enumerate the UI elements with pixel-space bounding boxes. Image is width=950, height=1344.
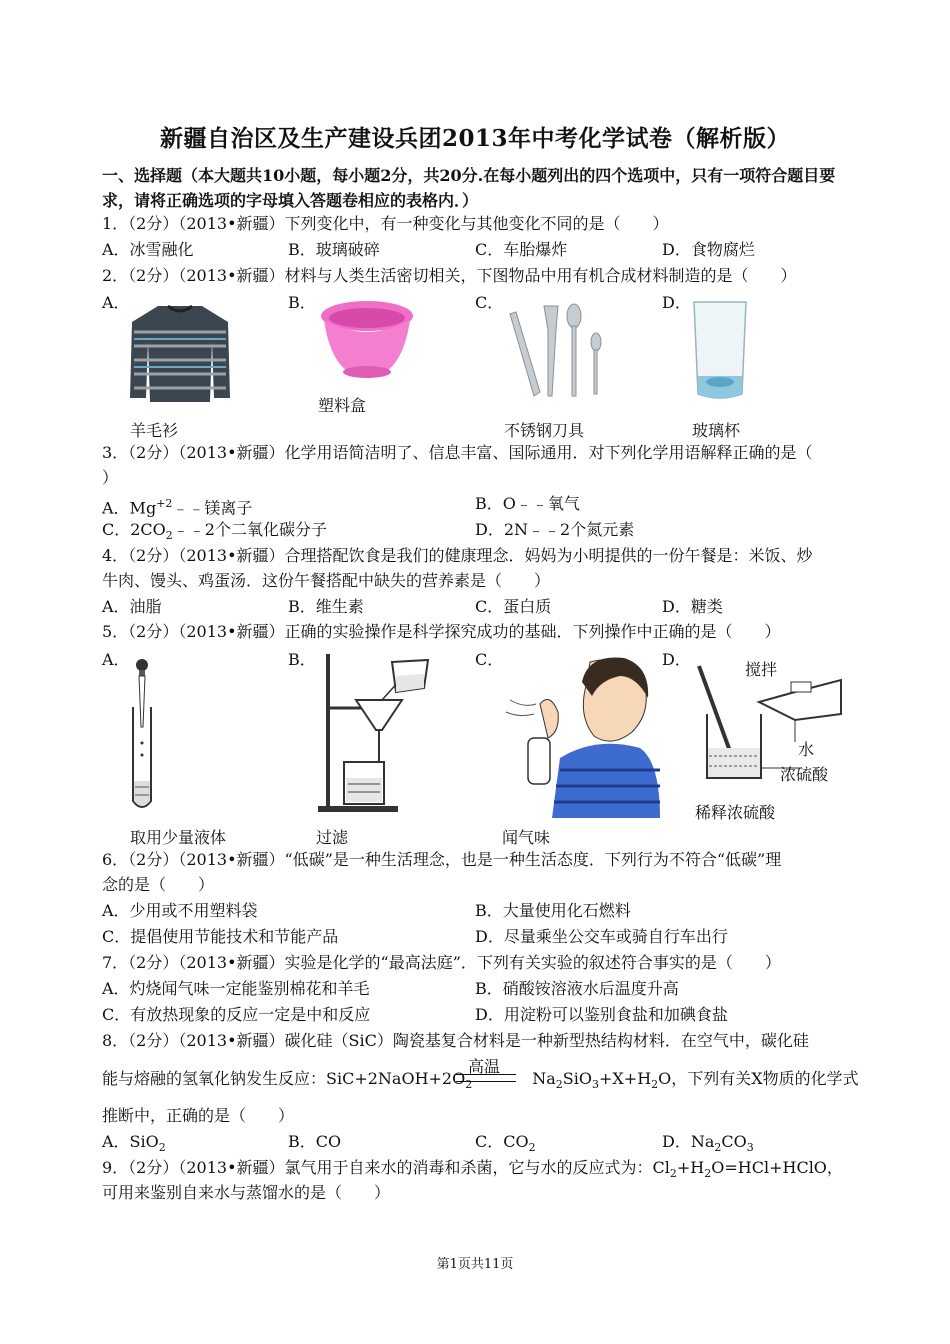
q2-option-d: D．	[662, 293, 691, 312]
label-stir: 搅拌	[745, 660, 778, 679]
q6-option-c: C．提倡使用节能技术和节能产品	[102, 927, 339, 946]
q5-caption-b: 过滤	[316, 828, 349, 847]
sweater-image	[128, 302, 232, 404]
q3-option-b: B．O﹣﹣氧气	[475, 494, 580, 513]
q5-option-d: D．	[662, 650, 691, 669]
q4-option-c: C．蛋白质	[475, 597, 552, 616]
q1-option-c: C．车胎爆炸	[475, 240, 568, 259]
q8-stem-line1: 8．（2分）（2013•新疆）碳化硅（SiC）陶瓷基复合材料是一种新型热结构材料．在空气中，碳化硅	[102, 1031, 809, 1050]
glass-cup-image	[690, 298, 750, 404]
q6-option-d: D．尽量乘坐公交车或骑自行车出行	[475, 927, 728, 946]
filtration-image	[312, 650, 442, 818]
q8-option-c: C．$CO_2$	[475, 1132, 536, 1155]
q8-option-a: A．SiO$_2$	[102, 1132, 166, 1155]
q2-option-a: A．	[102, 293, 130, 312]
q3-option-d: D．2N﹣﹣2个氮元素	[475, 520, 635, 539]
q8-option-d: D．$Na_2CO_3$	[662, 1132, 754, 1155]
q8-option-b: B．CO	[288, 1132, 342, 1151]
q5-option-b: B．	[288, 650, 316, 669]
q9-stem-line2: 可用来鉴别自来水与蒸馏水的是（ ）	[102, 1183, 391, 1202]
q4-stem-line2: 牛肉、馒头、鸡蛋汤．这份午餐搭配中缺失的营养素是（ ）	[102, 571, 551, 590]
q4-option-d: D．糖类	[662, 597, 723, 616]
q2-stem: 2．（2分）（2013•新疆）材料与人类生活密切相关，下图物品中用有机合成材料制造的是（ ）	[102, 266, 797, 285]
q7-option-a: A．灼烧闻气味一定能鉴别棉花和羊毛	[102, 979, 370, 998]
cutlery-image	[504, 300, 604, 404]
q2-caption-a: 羊毛衫	[130, 421, 179, 440]
q9-stem-line1: 9．（2分）（2013•新疆）氯气用于自来水的消毒和杀菌，它与水的反应式为：$Cl_2+H_2O=HCl+HClO$，	[102, 1158, 843, 1181]
q5-caption-a: 取用少量液体	[130, 828, 227, 847]
q7-option-c: C．有放热现象的反应一定是中和反应	[102, 1005, 371, 1024]
q3-stem-line2: ）	[102, 468, 119, 487]
q4-stem-line1: 4．（2分）（2013•新疆）合理搭配饮食是我们的健康理念．妈妈为小明提供的一份午餐是：米饭、炒	[102, 546, 813, 565]
boy-smelling-image	[500, 652, 662, 818]
q4-option-b: B．维生素	[288, 597, 364, 616]
q1-stem: 1．（2分）（2013•新疆）下列变化中，有一种变化与其他变化不同的是（ ）	[102, 214, 669, 233]
q6-stem-line2: 念的是（ ）	[102, 875, 215, 894]
q1-option-b: B．玻璃破碎	[288, 240, 380, 259]
q3-stem-line1: 3．（2分）（2013•新疆）化学用语简洁明了、信息丰富、国际通用．对下列化学用语解释正确的是（	[102, 443, 813, 462]
label-conc-acid: 浓硫酸	[780, 765, 829, 784]
q3-option-c: C．$2CO_2﹣﹣2$个二氧化碳分子	[102, 520, 327, 543]
dropper-test-tube-image	[125, 655, 159, 815]
q8-stem-line3: 推断中，正确的是（ ）	[102, 1106, 295, 1125]
plastic-basin-image	[318, 298, 416, 382]
q6-stem-line1: 6．（2分）（2013•新疆）“低碳”是一种生活理念，也是一种生活态度．下列行为不符合“低碳”理	[102, 850, 782, 869]
q6-option-b: B．大量使用化石燃料	[475, 901, 631, 920]
q4-option-a: A．油脂	[102, 597, 162, 616]
q2-caption-d: 玻璃杯	[692, 421, 741, 440]
q5-caption-d: 稀释浓硫酸	[695, 803, 776, 822]
q1-option-a: A．冰雪融化	[102, 240, 194, 259]
q5-option-c: C．	[475, 650, 504, 669]
q2-option-b: B．	[288, 293, 316, 312]
q2-caption-b: 塑料盒	[318, 396, 367, 415]
q1-option-d: D．食物腐烂	[662, 240, 755, 259]
q7-option-b: B．硝酸铵溶液水后温度升高	[475, 979, 679, 998]
page-footer: 第1页共11页	[436, 1257, 514, 1272]
q5-caption-c: 闻气味	[502, 828, 551, 847]
q7-option-d: D．用淀粉可以鉴别食盐和加碘食盐	[475, 1005, 728, 1024]
q3-option-a: A．$Mg^{+2}﹣﹣$镁离子	[102, 497, 253, 518]
label-water: 水	[798, 740, 815, 759]
q7-stem: 7．（2分）（2013•新疆）实验是化学的“最高法庭”．下列有关实验的叙述符合事实的是（ ）	[102, 953, 781, 972]
page-title: 新疆自治区及生产建设兵团2013年中考化学试卷（解析版）	[159, 125, 790, 152]
q8-condition: 高温	[468, 1057, 501, 1076]
q2-option-c: C．	[475, 293, 504, 312]
q5-option-a: A．	[102, 650, 130, 669]
q2-caption-c: 不锈钢刀具	[504, 421, 585, 440]
q8-equation-line: 能与熔融的氢氧化钠发生反应：$SiC+2NaOH+2O_2$ $Na_2SiO_3+X+H_2O$，下列有关X物质的化学式	[102, 1069, 859, 1092]
section-heading: 一、选择题（本大题共10小题，每小题2分，共20分.在每小题列出的四个选项中，只有一项符合题目要求，请将正确选项的字母填入答题卷相应的表格内．）	[102, 166, 836, 210]
q5-stem: 5．（2分）（2013•新疆）正确的实验操作是科学探究成功的基础．下列操作中正确的是（ ）	[102, 622, 781, 641]
q6-option-a: A．少用或不用塑料袋	[102, 901, 258, 920]
